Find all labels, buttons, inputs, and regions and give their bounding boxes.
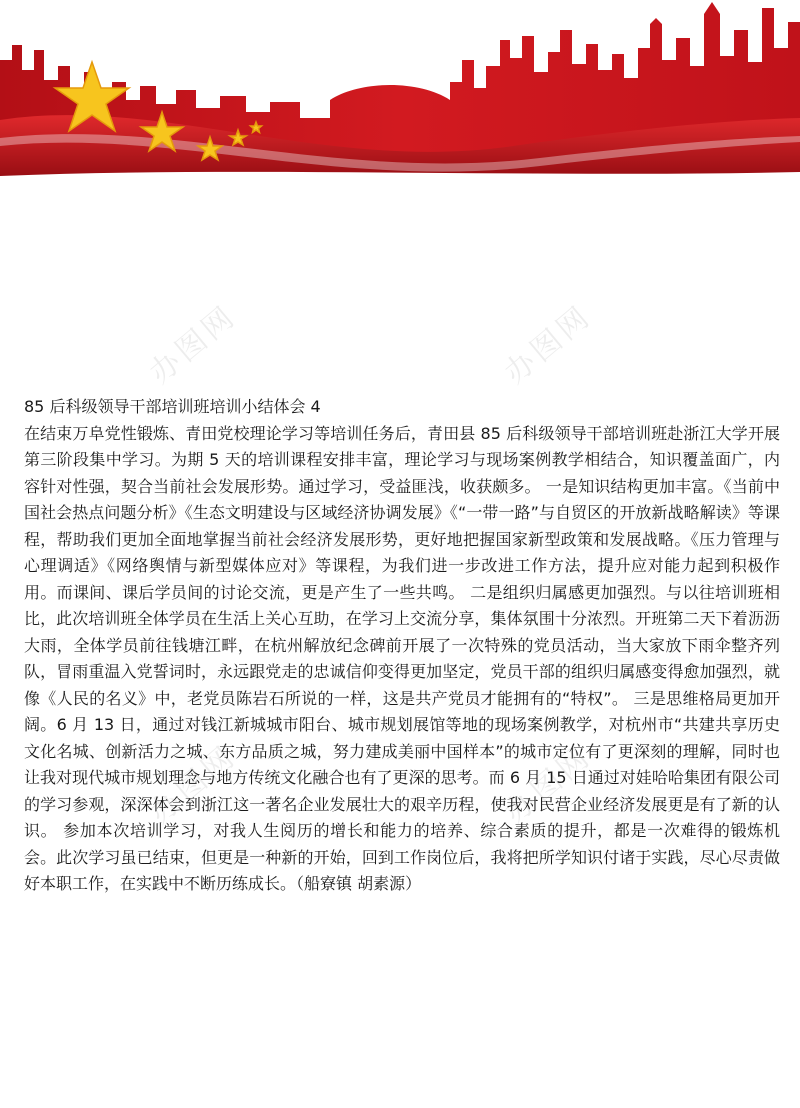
watermark: 办图网 xyxy=(497,298,599,391)
watermark: 办图网 xyxy=(142,298,244,391)
skyline-graphic xyxy=(0,0,800,185)
watermark: 办图网 xyxy=(497,738,599,831)
document-body: 在结束万阜党性锻炼、青田党校理论学习等培训任务后，青田县 85 后科级领导干部培训班赴浙江大学开展第三阶段集中学习。为期 5 天的培训课程安排丰富，理论学习与现场案例教学相结合，知识覆盖面广，内容针对性强，契合当前社会发展形势。通过学习，受益匪浅，收获颇多。 一是知识结构更加丰富。《当前中国社会热点问题分析》《生态文明建设与区域经济协调发展》《“一带一路”与自贸区的开放新战略解读》等课程，帮助我们更加全面地掌握当前社会经济发展形势，更好地把握国家新型政策和发展战略。《压力管理与心理调适》《网络舆情与新型媒体应对》等课程，为我们进一步改进工作方法，提升应对能力起到积极作用。而课间、课后学员间的讨论交流，更是产生了一些共鸣。 二是组织归属感更加强烈。与以往培训班相比，此次培训班全体学员在生活上关心互助，在学习上交流分享，集体氛围十分浓烈。开班第二天下着沥沥大雨，全体学员前往钱塘江畔，在杭州解放纪念碑前开展了一次特殊的党员活动，当大家放下雨伞整齐列队，冒雨重温入党誓词时，永远跟党走的忠诚信仰变得更加坚定，党员干部的组织归属感变得愈加强烈，就像《人民的名义》中，老党员陈岩石所说的一样，这是共产党员才能拥有的“特权”。 三是思维格局更加开阔。6 月 13 日，通过对钱江新城城市阳台、城市规划展馆等地的现场案例教学，对杭州市“共建共享历史文化名城、创新活力之城、东方品质之城，努力建成美丽中国样本”的城市定位有了更深刻的理解，同时也让我对现代城市规划理念与地方传统文化融合也有了更深的思考。而 6 月 15 日通过对娃哈哈集团有限公司的学习参观，深深体会到浙江这一著名企业发展壮大的艰辛历程，使我对民营企业经济发展更是有了新的认识。 参加本次培训学习，对我人生阅历的增长和能力的培养、综合素质的提升，都是一次难得的锻炼机会。此次学习虽已结束，但更是一种新的开始，回到工作岗位后，我将把所学知识付诸于实践，尽心尽责做好本职工作，在实践中不断历练成长。（船寮镇 胡素源） xyxy=(24,423,780,893)
watermark: 办图网 xyxy=(142,738,244,831)
document-content xyxy=(24,394,780,898)
document-title: 85 后科级领导干部培训班培训小结体会 4 xyxy=(24,397,321,416)
header-banner xyxy=(0,0,800,185)
